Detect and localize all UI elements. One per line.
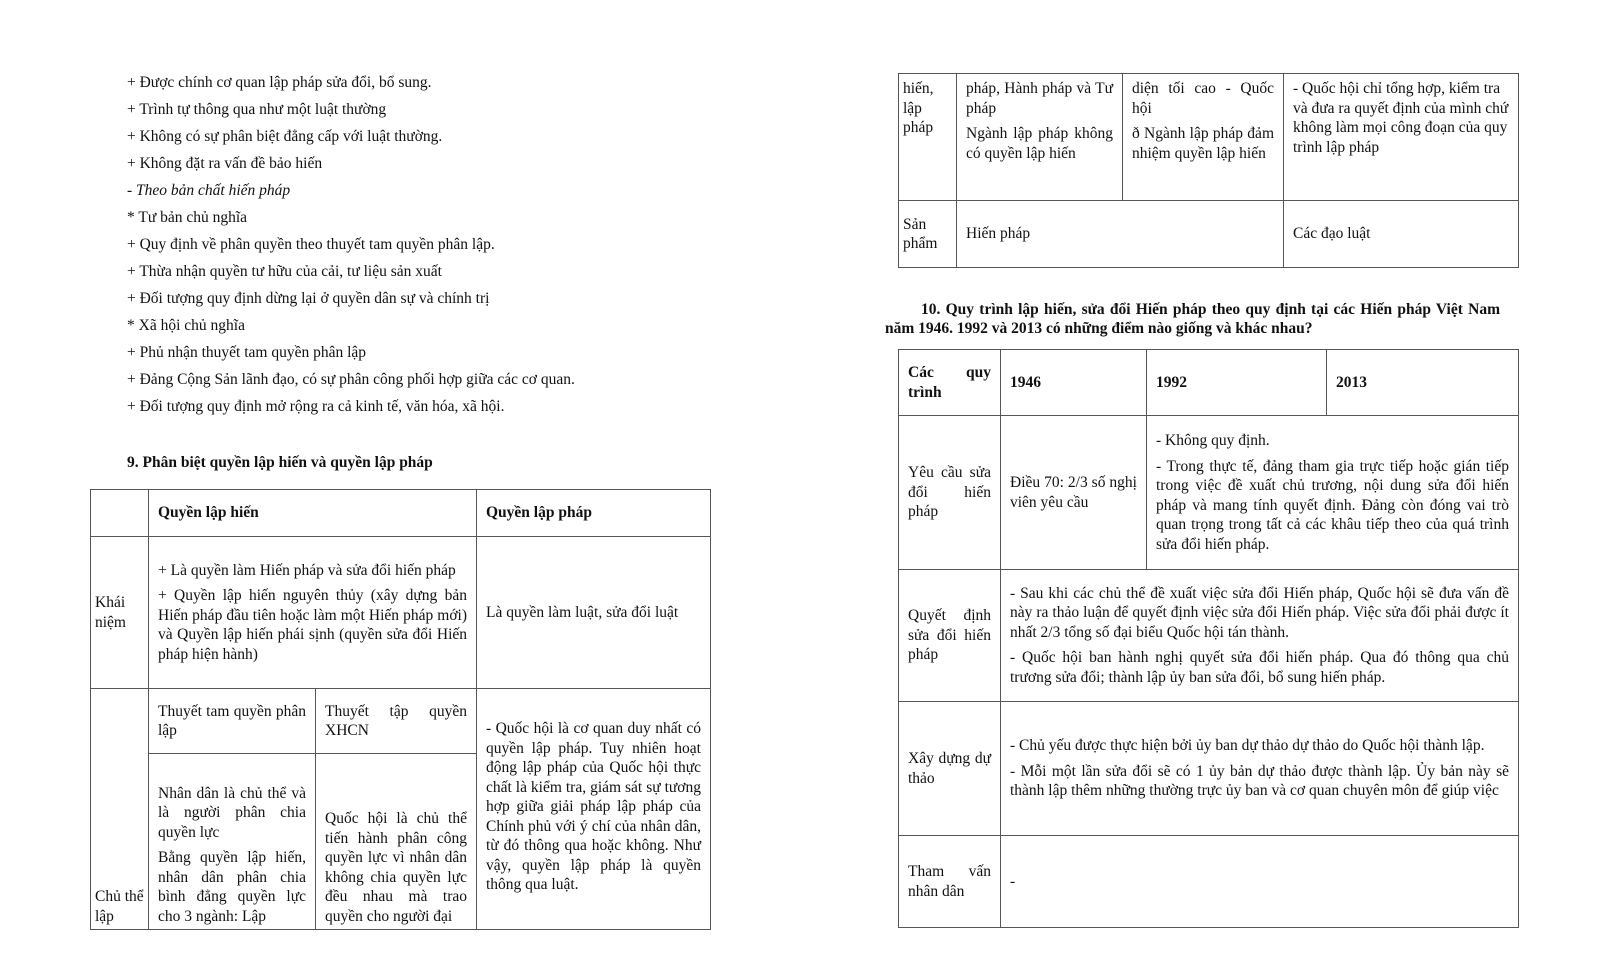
table-cell: - Quốc hội chỉ tổng hợp, kiểm tra và đưa ra quyết định của mình chứ không làm mọi công đoạn của quy trình lập pháp: [1284, 74, 1519, 201]
cell-paragraph: - Trong thực tế, đảng tham gia trực tiếp hoặc gián tiếp trong việc đề xuất chủ trương, nội dung sửa đổi hiến pháp và mang tính quyết định. Đảng còn đóng vai trò quan trọng trong tất cả các khâu tiếp theo của quá trình sửa đổi hiến pháp.: [1156, 457, 1509, 553]
constitution-process-table-10: [898, 349, 1519, 928]
row-label: Khái niệm: [91, 537, 149, 689]
comparison-table-9: [90, 489, 711, 930]
table-cell: Điều 70: 2/3 số nghị viên yêu cầu: [1001, 416, 1147, 570]
cell-paragraph: ð Ngành lập pháp đảm nhiệm quyền lập hiến: [1132, 125, 1274, 162]
text-line: + Không đặt ra vấn đề bảo hiến: [127, 155, 323, 172]
cell-paragraph: + Là quyền làm Hiến pháp và sửa đổi hiến pháp: [158, 561, 456, 579]
text-line: * Xã hội chủ nghĩa: [127, 317, 245, 334]
table-cell: -: [1001, 836, 1519, 928]
table-cell: [957, 74, 1123, 201]
row-label: Tham vấn nhân dân: [899, 836, 1001, 928]
subheading-line: - Theo bản chất hiến pháp: [127, 182, 291, 199]
table-cell: [1123, 74, 1284, 201]
cell-paragraph: diện tối cao - Quốc hội: [1132, 80, 1274, 117]
row-label: Quyết định sửa đổi hiến pháp: [899, 570, 1001, 702]
column-header: Quyền lập pháp: [477, 490, 711, 537]
table-cell: - Quốc hội là cơ quan duy nhất có quyền lập pháp. Tuy nhiên hoạt động lập pháp của Quốc hội thực chất là kiểm tra, giám sát sự tương hợp giữa giải pháp lập pháp của Chính phủ với ý chí của nhân dân, từ đó thông qua hoặc không. Như vậy, quyền lập pháp là quyền thông qua luật.: [477, 689, 711, 930]
comparison-table-9-continued: [898, 73, 1519, 268]
text-line: * Tư bản chủ nghĩa: [127, 209, 248, 226]
table-cell: Các đạo luật: [1284, 201, 1519, 268]
column-header: 1992: [1147, 350, 1327, 416]
row-label: hiến, lập pháp: [899, 74, 957, 201]
text-line: + Quy định về phân quyền theo thuyết tam quyền phân lập.: [127, 236, 495, 253]
cell-paragraph: Nhân dân là chủ thể và là người phân chia quyền lực: [158, 784, 306, 841]
cell-paragraph: - Mỗi một lần sửa đổi sẽ có 1 ủy bản dự thảo được thành lập. Ủy bản này sẽ thành lập thêm những thường trực ủy ban và cơ quan chuyên môn để giúp việc: [1010, 762, 1509, 800]
text-line: + Phủ nhận thuyết tam quyền phân lập: [127, 344, 367, 361]
table-cell: Hiến pháp: [957, 201, 1284, 268]
cell-paragraph: + Quyền lập hiến nguyên thủy (xây dựng bản Hiến pháp đầu tiên hoặc làm một Hiến pháp mới) và Quyền lập hiến phái sịnh (quyền sửa đổi Hiến pháp hiện hành): [158, 587, 467, 663]
cell-paragraph: - Quốc hội ban hành nghị quyết sửa đổi hiến pháp. Qua đó thông qua chủ trương sửa đổi; thành lập ủy ban sửa đổi, bổ sung hiến pháp.: [1010, 649, 1509, 686]
text-line: + Đối tượng quy định mở rộng ra cả kinh tế, văn hóa, xã hội.: [127, 398, 505, 415]
table-cell: Thuyết tam quyền phân lập: [149, 689, 316, 754]
row-label: Chủ thể lập: [91, 689, 149, 930]
cell-paragraph: - Không quy định.: [1156, 432, 1270, 449]
cell-paragraph: - Chủ yếu được thực hiện bởi ủy ban dự thảo dự thảo do Quốc hội thành lập.: [1010, 737, 1485, 755]
row-label: Yêu cầu sửa đổi hiến pháp: [899, 416, 1001, 570]
row-label: Sản phẩm: [899, 201, 957, 268]
text-line: + Trình tự thông qua như một luật thường: [127, 101, 387, 118]
table-cell: [1001, 702, 1519, 836]
cell-paragraph: Ngành lập pháp không có quyền lập hiến: [966, 125, 1113, 162]
text-line: + Đối tượng quy định dừng lại ở quyền dân sự và chính trị: [127, 290, 490, 307]
cell-paragraph: - Sau khi các chủ thể đề xuất việc sửa đổi Hiến pháp, Quốc hội sẽ đưa vấn đề này ra thảo luận để quyết định việc sửa đổi Hiến pháp. Việc sửa đổi phải được ít nhất 2/3 tổng số đại biểu Quốc hội tán thành.: [1010, 584, 1509, 641]
cell-paragraph: pháp, Hành pháp và Tư pháp: [966, 80, 1113, 117]
section-heading-10-text: 10. Quy trình lập hiến, sửa đổi Hiến pháp theo quy định tại các Hiến pháp Việt Nam năm 1946. 1992 và 2013 có những điểm nào giống và khác nhau?: [885, 301, 1500, 337]
section-heading-10: [885, 300, 1500, 338]
table-cell: Là quyền làm luật, sửa đổi luật: [477, 537, 711, 689]
section-heading-9: 9. Phân biệt quyền lập hiến và quyền lập pháp: [127, 454, 433, 471]
column-header: Các quy trình: [899, 350, 1001, 416]
text-line: + Được chính cơ quan lập pháp sửa đổi, bổ sung.: [127, 74, 432, 91]
cell-paragraph: Bằng quyền lập hiến, nhân dân phân chia bình đẳng quyền lực cho 3 ngành: Lập: [158, 849, 306, 925]
column-header: Quyền lập hiến: [149, 490, 477, 537]
table-corner-cell: [91, 490, 149, 537]
table-cell: [149, 754, 316, 930]
column-header: 2013: [1327, 350, 1519, 416]
column-header: 1946: [1001, 350, 1147, 416]
row-label: Xây dựng dự thảo: [899, 702, 1001, 836]
table-cell: [149, 537, 477, 689]
table-cell: [1147, 416, 1519, 570]
table-cell: [1001, 570, 1519, 702]
table-cell: Quốc hội là chủ thể tiến hành phân công quyền lực vì nhân dân không chia quyền lực đều nhau mà trao quyền cho người đại: [316, 754, 477, 930]
text-line: + Không có sự phân biệt đẳng cấp với luật thường.: [127, 128, 443, 145]
text-line: + Thừa nhận quyền tư hữu của cải, tư liệu sản xuất: [127, 263, 442, 280]
table-cell: Thuyết tập quyền XHCN: [316, 689, 477, 754]
text-line: + Đảng Cộng Sản lãnh đạo, có sự phân công phối hợp giữa các cơ quan.: [127, 371, 575, 388]
